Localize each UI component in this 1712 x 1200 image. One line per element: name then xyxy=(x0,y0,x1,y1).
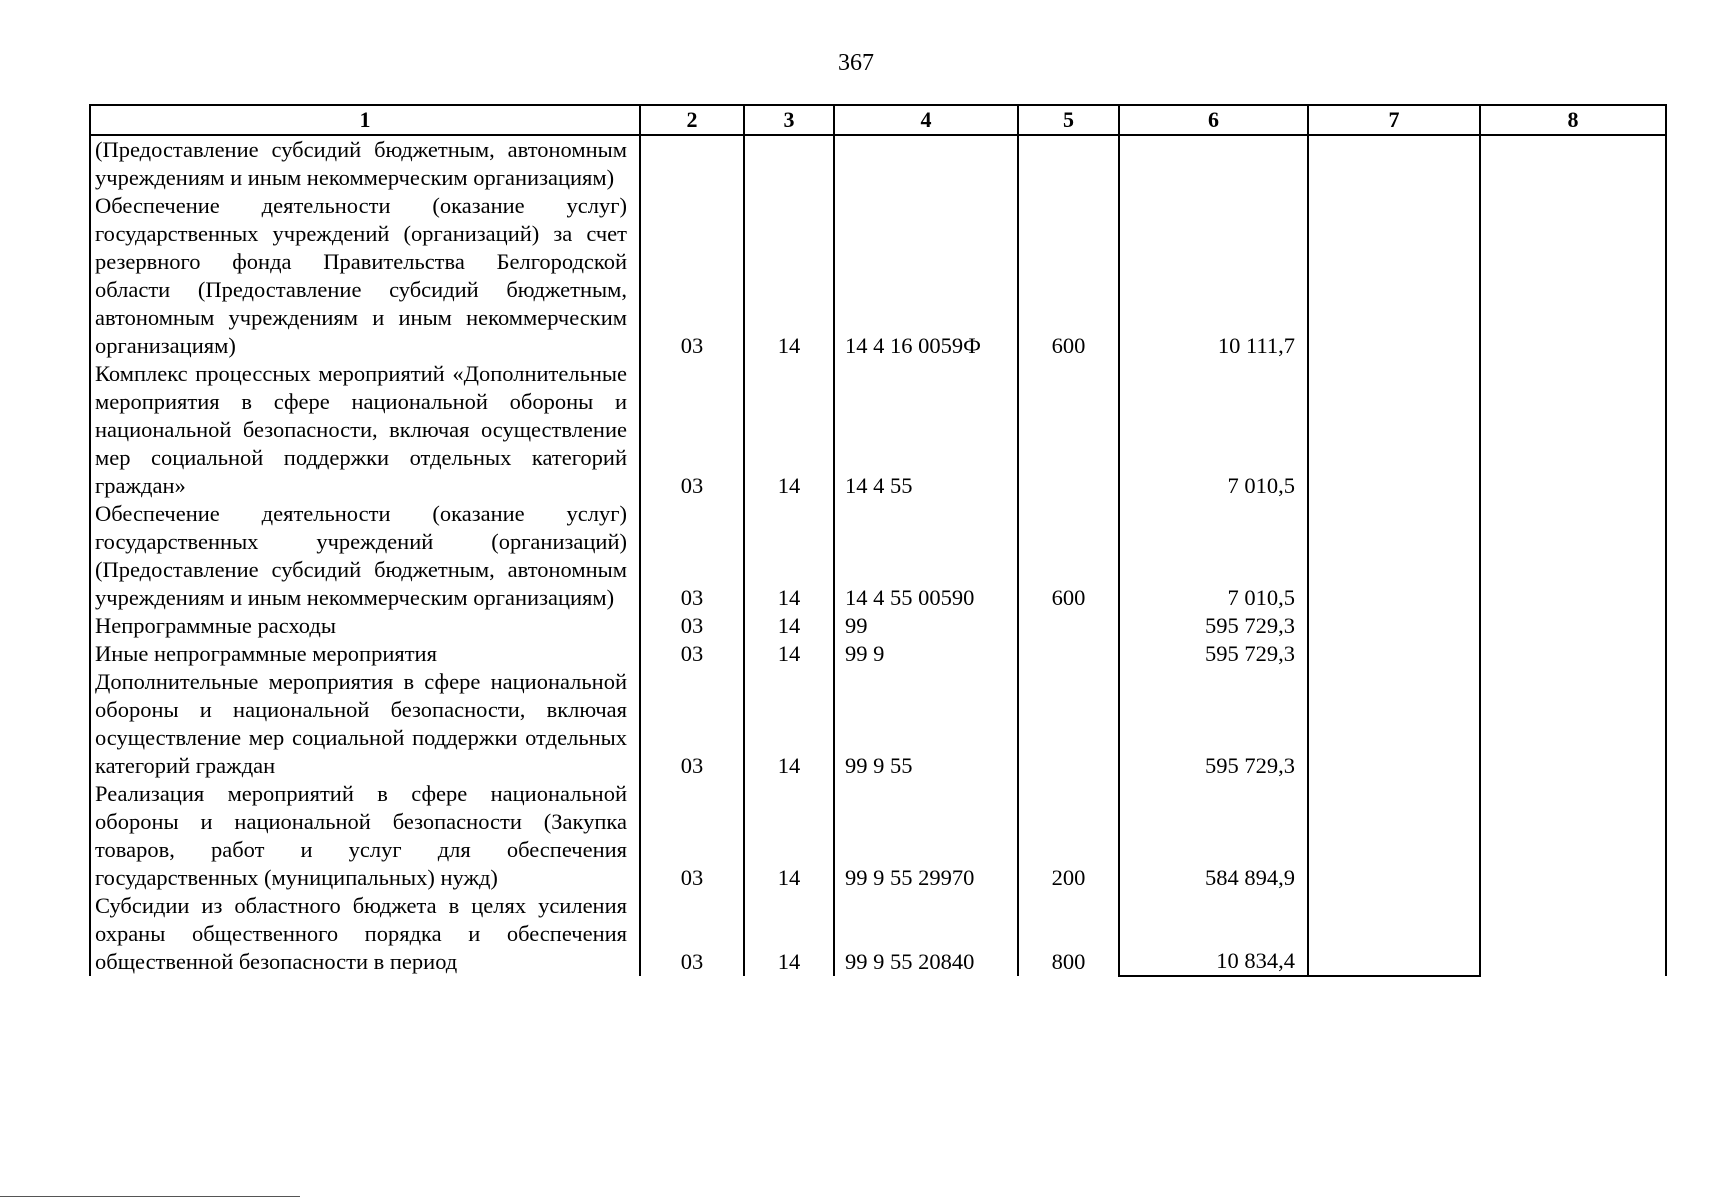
row-expense-type: 800 xyxy=(1018,892,1119,976)
header-col-2: 2 xyxy=(640,105,744,135)
row-section: 03 xyxy=(640,892,744,976)
row-col-8 xyxy=(1480,192,1666,360)
row-amount: 595 729,3 xyxy=(1119,612,1308,640)
row-col-7 xyxy=(1308,500,1480,612)
row-section: 03 xyxy=(640,192,744,360)
row-subsection: 14 xyxy=(744,780,834,892)
table-row xyxy=(90,892,1666,976)
table-row xyxy=(90,192,1666,360)
row-subsection: 14 xyxy=(744,668,834,780)
row-subsection: 14 xyxy=(744,360,834,500)
row-amount: 595 729,3 xyxy=(1119,640,1308,668)
bottom-scan-line xyxy=(0,1196,300,1197)
row-amount: 584 894,9 xyxy=(1119,780,1308,892)
budget-table xyxy=(89,104,1667,977)
row-target-code: 99 xyxy=(834,612,1018,640)
header-col-1: 1 xyxy=(90,105,640,135)
row-section: 03 xyxy=(640,640,744,668)
row-col-8 xyxy=(1480,360,1666,500)
row-section: 03 xyxy=(640,360,744,500)
row-col-7 xyxy=(1308,668,1480,780)
table-row xyxy=(90,668,1666,780)
row-target-code: 99 9 xyxy=(834,640,1018,668)
row-col-8 xyxy=(1480,640,1666,668)
row-amount: 7 010,5 xyxy=(1119,500,1308,612)
row-col-7 xyxy=(1308,892,1480,976)
row-amount xyxy=(1119,135,1308,192)
header-col-5: 5 xyxy=(1018,105,1119,135)
row-expense-type: 200 xyxy=(1018,780,1119,892)
row-expense-type xyxy=(1018,612,1119,640)
row-expense-type xyxy=(1018,640,1119,668)
table-row xyxy=(90,135,1666,192)
table-row xyxy=(90,360,1666,500)
row-target-code: 14 4 55 00590 xyxy=(834,500,1018,612)
row-expense-type xyxy=(1018,135,1119,192)
row-description: Обеспечение деятельности (оказание услуг) государственных учреждений (организаций) за счет резервного фонда Правительства Белгородской области (Предоставление субсидий бюджетным, автономным учреждениям и иным некоммерческим организациям) xyxy=(90,192,640,360)
row-subsection: 14 xyxy=(744,192,834,360)
row-description: Комплекс процессных мероприятий «Дополнительные мероприятия в сфере национальной обороны и национальной безопасности, включая осуществление мер социальной поддержки отдельных категорий граждан» xyxy=(90,360,640,500)
row-target-code: 99 9 55 xyxy=(834,668,1018,780)
row-expense-type xyxy=(1018,668,1119,780)
row-subsection: 14 xyxy=(744,500,834,612)
table-row xyxy=(90,612,1666,640)
table-row xyxy=(90,780,1666,892)
row-col-8 xyxy=(1480,612,1666,640)
row-col-8 xyxy=(1480,780,1666,892)
row-col-7 xyxy=(1308,135,1480,192)
row-description: Дополнительные мероприятия в сфере национальной обороны и национальной безопасности, включая осуществление мер социальной поддержки отдельных категорий граждан xyxy=(90,668,640,780)
table-row xyxy=(90,640,1666,668)
row-col-8 xyxy=(1480,892,1666,976)
header-col-4: 4 xyxy=(834,105,1018,135)
row-col-7 xyxy=(1308,360,1480,500)
row-description: Реализация мероприятий в сфере национальной обороны и национальной безопасности (Закупка товаров, работ и услуг для обеспечения государственных (муниципальных) нужд) xyxy=(90,780,640,892)
row-amount: 10 834,4 xyxy=(1119,892,1308,976)
table-row xyxy=(90,500,1666,612)
row-amount: 7 010,5 xyxy=(1119,360,1308,500)
row-col-7 xyxy=(1308,780,1480,892)
row-col-7 xyxy=(1308,192,1480,360)
row-target-code: 14 4 16 0059Ф xyxy=(834,192,1018,360)
page-number: 367 xyxy=(838,50,874,76)
row-col-7 xyxy=(1308,612,1480,640)
row-description: (Предоставление субсидий бюджетным, автономным учреждениям и иным некоммерческим организациям) xyxy=(90,135,640,192)
row-section xyxy=(640,135,744,192)
table-header-row xyxy=(90,105,1666,135)
row-subsection xyxy=(744,135,834,192)
row-target-code: 14 4 55 xyxy=(834,360,1018,500)
row-col-7 xyxy=(1308,640,1480,668)
row-col-8 xyxy=(1480,135,1666,192)
row-expense-type: 600 xyxy=(1018,500,1119,612)
row-amount: 10 111,7 xyxy=(1119,192,1308,360)
header-col-8: 8 xyxy=(1480,105,1666,135)
row-description: Иные непрограммные мероприятия xyxy=(90,640,640,668)
row-col-8 xyxy=(1480,500,1666,612)
row-target-code xyxy=(834,135,1018,192)
row-description: Обеспечение деятельности (оказание услуг) государственных учреждений (организаций) (Предоставление субсидий бюджетным, автономным учреждениям и иным некоммерческим организациям) xyxy=(90,500,640,612)
header-col-3: 3 xyxy=(744,105,834,135)
row-target-code: 99 9 55 29970 xyxy=(834,780,1018,892)
row-col-8 xyxy=(1480,668,1666,780)
row-section: 03 xyxy=(640,500,744,612)
row-section: 03 xyxy=(640,780,744,892)
row-description: Субсидии из областного бюджета в целях усиления охраны общественного порядка и обеспечения общественной безопасности в период xyxy=(90,892,640,976)
header-col-6: 6 xyxy=(1119,105,1308,135)
row-target-code: 99 9 55 20840 xyxy=(834,892,1018,976)
header-col-7: 7 xyxy=(1308,105,1480,135)
row-section: 03 xyxy=(640,668,744,780)
row-subsection: 14 xyxy=(744,612,834,640)
row-description: Непрограммные расходы xyxy=(90,612,640,640)
row-section: 03 xyxy=(640,612,744,640)
row-amount: 595 729,3 xyxy=(1119,668,1308,780)
row-subsection: 14 xyxy=(744,892,834,976)
row-expense-type xyxy=(1018,360,1119,500)
row-subsection: 14 xyxy=(744,640,834,668)
row-expense-type: 600 xyxy=(1018,192,1119,360)
